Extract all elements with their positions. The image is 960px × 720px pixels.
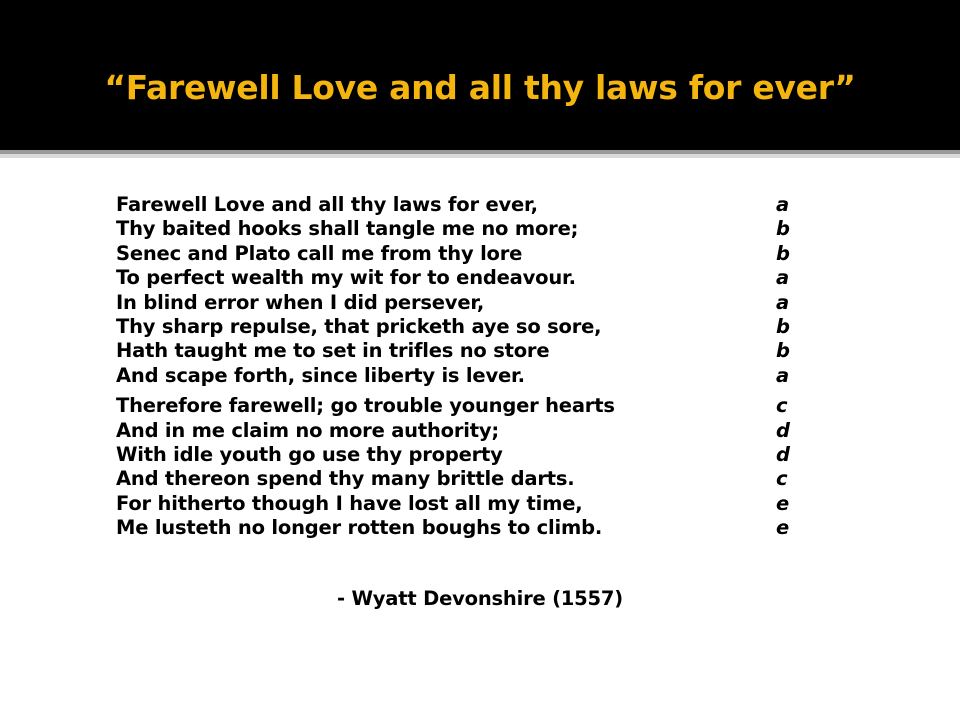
rhyme-letter: d — [776, 418, 790, 442]
poem-line — [116, 419, 816, 443]
rhyme-letter: d — [776, 442, 790, 466]
title-divider-light — [0, 154, 960, 158]
verse-text: Me lusteth no longer rotten boughs to climb. — [116, 516, 603, 540]
verse-text: And thereon spend thy many brittle darts. — [116, 467, 575, 491]
rhyme-letter: b — [776, 241, 790, 265]
poem-line — [116, 467, 816, 491]
rhyme-letter: e — [776, 516, 790, 540]
verse-text: For hitherto though I have lost all my time, — [116, 491, 583, 515]
rhyme-letter: a — [776, 193, 789, 216]
rhyme-letter: a — [776, 290, 789, 314]
rhyme-letter: a — [776, 266, 789, 290]
verse-text: And in me claim no more authority; — [116, 418, 499, 442]
poem-line — [116, 339, 816, 363]
verse-text: Therefore farewell; go trouble younger hearts — [116, 394, 615, 418]
slide-title: “Farewell Love and all thy laws for ever” — [104, 68, 856, 107]
verse-text: Thy baited hooks shall tangle me no more; — [116, 217, 579, 241]
verse-text: Farewell Love and all thy laws for ever, — [116, 193, 538, 216]
poem-line — [116, 266, 816, 290]
poem-line — [116, 242, 816, 266]
rhyme-letter: c — [776, 467, 788, 491]
rhyme-letter: b — [776, 217, 790, 241]
verse-text: And scape forth, since liberty is lever. — [116, 363, 525, 387]
verse-text: Senec and Plato call me from thy lore — [116, 241, 523, 265]
poem-line — [116, 492, 816, 516]
poem-line — [116, 217, 816, 241]
stanza-1 — [116, 193, 816, 388]
rhyme-letter: a — [776, 363, 789, 387]
poem-line — [116, 364, 816, 388]
poem-line — [116, 443, 816, 467]
poem-line — [116, 516, 816, 540]
attribution: - Wyatt Devonshire (1557) — [337, 587, 623, 610]
rhyme-letter: c — [776, 394, 788, 418]
rhyme-letter: e — [776, 491, 790, 515]
poem-line — [116, 291, 816, 315]
rhyme-letter: b — [776, 314, 790, 338]
rhyme-letter: b — [776, 339, 790, 363]
verse-text: With idle youth go use thy property — [116, 442, 503, 466]
poem-line — [116, 394, 816, 418]
verse-text: Hath taught me to set in trifles no store — [116, 339, 550, 363]
verse-text: In blind error when I did persever, — [116, 290, 485, 314]
poem-body — [116, 193, 816, 540]
poem-line — [116, 315, 816, 339]
verse-text: To perfect wealth my wit for to endeavour. — [116, 266, 576, 290]
stanza-2 — [116, 394, 816, 540]
verse-text: Thy sharp repulse, that pricketh aye so sore, — [116, 314, 602, 338]
poem-line — [116, 193, 816, 217]
